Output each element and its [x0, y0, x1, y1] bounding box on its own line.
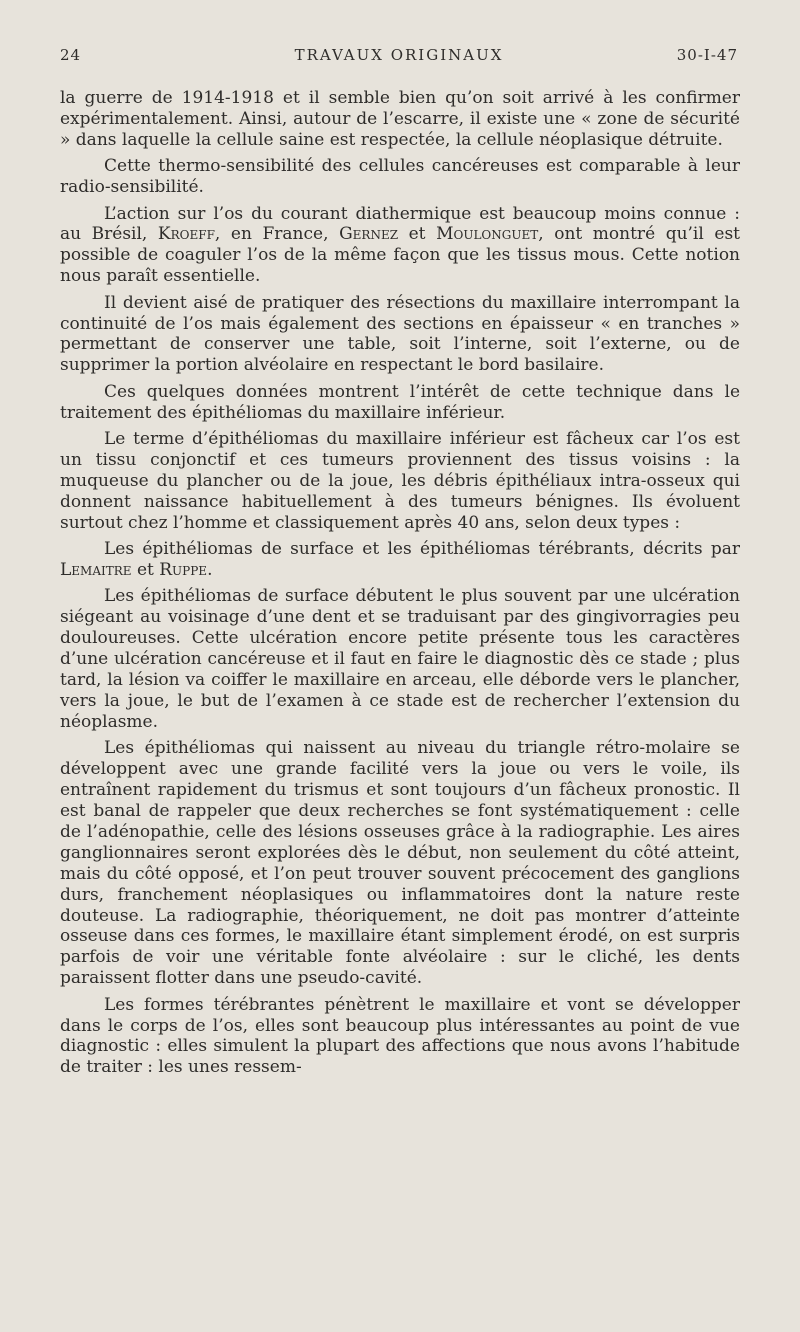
paragraph-2: Cette thermo-sensibilité des cellules cancéreuses est comparable à leur radio-sensibilité.: [60, 156, 740, 198]
author-name: Kroeff: [157, 224, 215, 245]
body-text: [60, 88, 740, 1084]
author-name: Ruppe: [159, 560, 208, 581]
author-name: Lemaitre: [60, 560, 132, 581]
running-header: [60, 46, 738, 70]
paragraph-3: L’action sur l’os du courant diathermique est beaucoup moins connue : au Brésil, Kroeff, en France, Gernez et Moulonguet, ont montré qu’il est possible de coaguler l’os de la même façon que les tissus mous. Cette notion nous paraît essentielle.: [60, 203, 740, 287]
paragraph-6: Le terme d’épithéliomas du maxillaire inférieur est fâcheux car l’os est un tissu conjonctif et ces tumeurs proviennent des tissus voisins : la muqueuse du plancher ou de la joue, les débris épithéliaux intra-osseux qui donnent naissance habituellement à des tumeurs bénignes. Ils évoluent surtout chez l’homme et classiquement après 40 ans, selon deux types :: [60, 429, 740, 533]
paragraph-5: Ces quelques données montrent l’intérêt de cette technique dans le traitement des épithéliomas du maxillaire inférieur.: [60, 381, 740, 423]
paragraph-9: Les épithéliomas qui naissent au niveau du triangle rétro-molaire se développent avec une grande facilité vers la joue ou vers le voile, ils entraînent rapidement du trismus et sont toujours d’un fâcheux pronostic. Il est banal de rappeler que deux recherches se font systématiquement : celle de l’adénopathie, celle des lésions osseuses grâce à la radiographie. Les aires ganglionnaires seront explorées dès le début, non seulement du côté atteint, mais du côté opposé, et l’on peut trouver souvent précocement des ganglions durs, franchement néoplasiques ou inflammatoires dont la nature reste douteuse. La radiographie, théoriquement, ne doit pas montrer d’atteinte osseuse dans ces formes, le maxillaire étant simplement érodé, on est surpris parfois de voir une véritable fonte alvéolaire : sur le cliché, les dents paraissent flotter dans une pseudo-cavité.: [60, 738, 740, 989]
paragraph-8: Les épithéliomas de surface débutent le plus souvent par une ulcération siégeant au voisinage d’une dent et se traduisant par des gingivorragies peu douloureuses. Cette ulcération encore petite présente tous les caractères d’une ulcération cancéreuse et il faut en faire le diagnostic dès ce stade ; plus tard, la lésion va coiffer le maxillaire en arceau, elle déborde vers le plancher, vers la joue, le but de l’examen à ce stade est de rechercher l’extension du néoplasme.: [60, 586, 740, 732]
paragraph-1: la guerre de 1914-1918 et il semble bien qu’on soit arrivé à les confirmer expérimentalement. Ainsi, autour de l’escarre, il existe une « zone de sécurité » dans laquelle la cellule saine est respectée, la cellule néoplasique détruite.: [60, 88, 740, 150]
paragraph-4: Il devient aisé de pratiquer des résections du maxillaire interrompant la continuité de l’os mais également des sections en épaisseur « en tranches » permettant de conserver une table, soit l’interne, soit l’externe, ou de supprimer la portion alvéolaire en respectant le bord basilaire.: [60, 292, 740, 376]
running-title: TRAVAUX ORIGINAUX: [294, 46, 504, 64]
paragraph-10: Les formes térébrantes pénètrent le maxillaire et vont se développer dans le corps de l’os, elles sont beaucoup plus intéressantes au point de vue diagnostic : elles simulent la plupart des affections que nous avons l’habitude de traiter : les unes ressem-: [60, 994, 740, 1078]
author-name: Gernez: [339, 224, 399, 245]
author-name: Moulonguet: [436, 224, 539, 245]
paragraph-7: Les épithéliomas de surface et les épithéliomas térébrants, décrits par Lemaitre et Ruppe.: [60, 539, 740, 581]
issue-date: 30-I-47: [676, 46, 738, 64]
page-number: 24: [60, 46, 82, 64]
